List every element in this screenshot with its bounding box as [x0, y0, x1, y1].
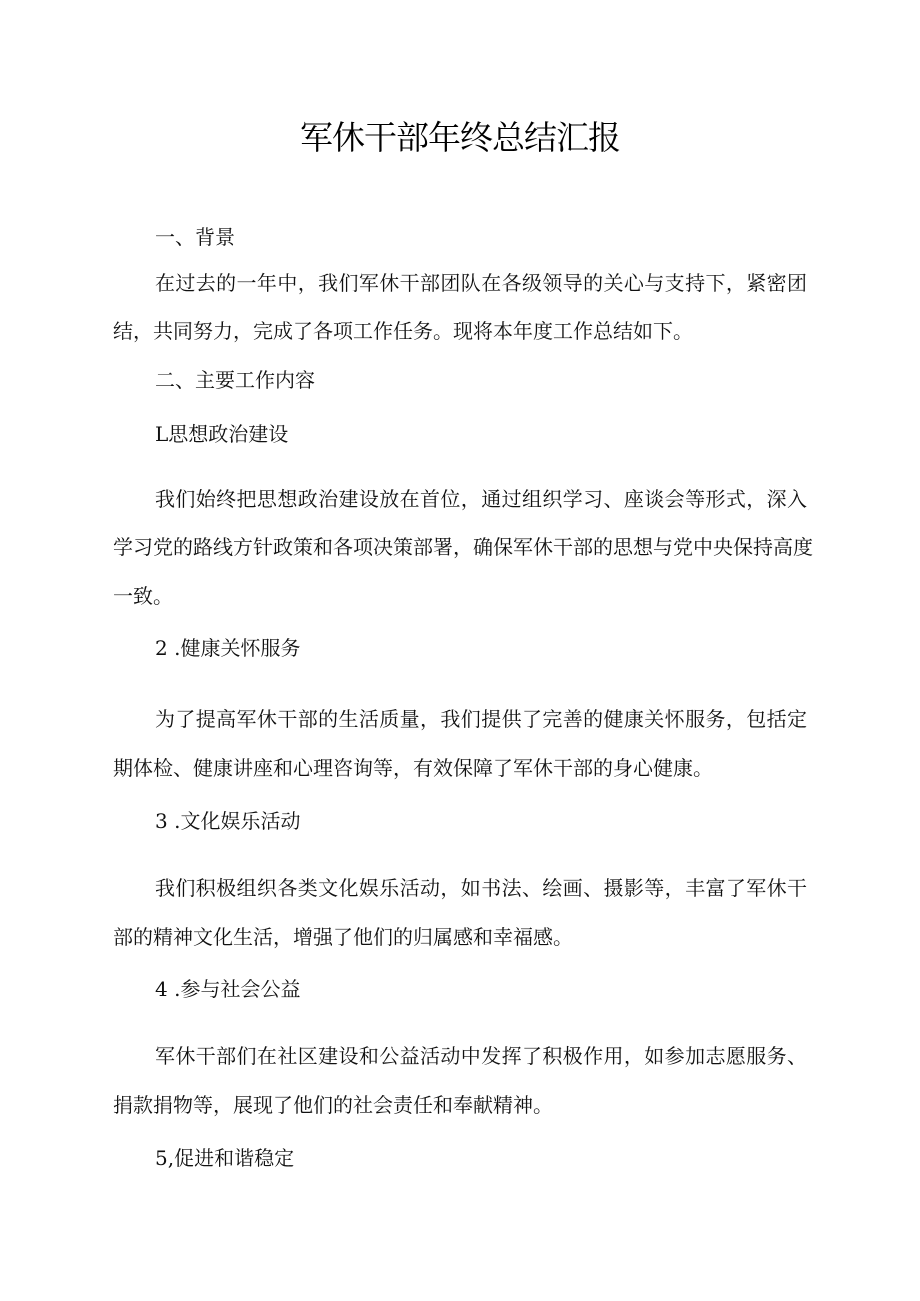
section-heading-main-work: 二、主要工作内容 [155, 368, 315, 392]
subheading-item-1: L思想政治建设 [155, 422, 289, 446]
paragraph-line: 在过去的一年中，我们军休干部团队在各级领导的关心与支持下，紧密团 [155, 271, 807, 295]
subheading-item-4: 4 .参与社会公益 [155, 977, 301, 1001]
paragraph-line: 部的精神文化生活，增强了他们的归属感和幸福感。 [113, 925, 573, 949]
paragraph-line: 学习党的路线方针政策和各项决策部署，确保军休干部的思想与党中央保持高度 [113, 535, 813, 559]
subheading-item-5: 5,促进和谐稳定 [155, 1146, 295, 1170]
subheading-item-3: 3 .文化娱乐活动 [155, 809, 301, 833]
paragraph-line: 结，共同努力，完成了各项工作任务。现将本年度工作总结如下。 [113, 319, 693, 343]
document-title: 军休干部年终总结汇报 [300, 118, 620, 157]
paragraph-line: 期体检、健康讲座和心理咨询等，有效保障了军休干部的身心健康。 [113, 756, 713, 780]
paragraph-line: 我们始终把思想政治建设放在首位，通过组织学习、座谈会等形式，深入 [155, 487, 807, 511]
paragraph-line: 为了提高军休干部的生活质量，我们提供了完善的健康关怀服务，包括定 [155, 707, 807, 731]
paragraph-line: 捐款捐物等，展现了他们的社会责任和奉献精神。 [113, 1093, 553, 1117]
paragraph-line: 我们积极组织各类文化娱乐活动，如书法、绘画、摄影等，丰富了军休干 [155, 876, 807, 900]
paragraph-line: 一致。 [113, 584, 173, 608]
paragraph-line: 军休干部们在社区建设和公益活动中发挥了积极作用，如参加志愿服务、 [155, 1044, 807, 1068]
section-heading-background: 一、背景 [155, 225, 235, 249]
subheading-item-2: 2 .健康关怀服务 [155, 636, 301, 660]
